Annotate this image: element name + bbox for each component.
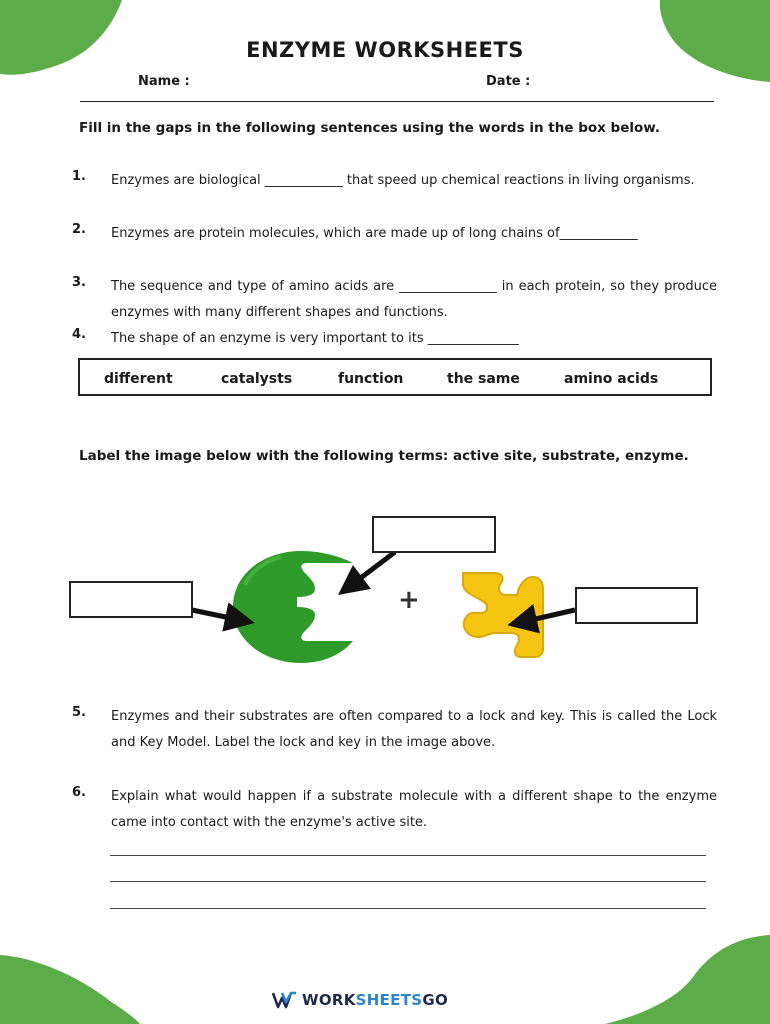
word-bank-item: catalysts <box>221 371 293 387</box>
question-text: The shape of an enzyme is very important to its ______________ <box>111 331 519 346</box>
question-text: Enzymes are protein molecules, which are made up of long chains of____________ <box>111 226 638 241</box>
fill-gaps-instruction: Fill in the gaps in the following sentences using the words in the box below. <box>79 120 660 136</box>
word-bank-item: the same <box>447 371 520 387</box>
question-6 <box>72 784 717 836</box>
question-number: 3. <box>72 275 86 290</box>
label-image-instruction: Label the image below with the following terms: active site, substrate, enzyme. <box>79 448 689 464</box>
question-text: Enzymes and their substrates are often compared to a lock and key. This is called the Lock and Key Model. Label the lock and key in the image above. <box>111 709 717 750</box>
word-bank-item: function <box>338 371 404 387</box>
question-number: 5. <box>72 705 86 720</box>
label-box-enzyme[interactable] <box>69 581 193 618</box>
corner-blob-bottom-right <box>595 935 770 1024</box>
question-3 <box>72 274 717 326</box>
arrow-active-site <box>350 552 395 586</box>
question-number: 2. <box>72 222 86 237</box>
question-2 <box>72 221 717 247</box>
question-1 <box>72 168 717 194</box>
word-bank-item: amino acids <box>564 371 659 387</box>
answer-line[interactable] <box>110 855 706 856</box>
question-text: Enzymes are biological ____________ that speed up chemical reactions in living organisms. <box>111 173 695 188</box>
label-box-active-site[interactable] <box>372 516 496 553</box>
question-number: 4. <box>72 327 86 342</box>
word-bank-item: different <box>104 371 173 387</box>
date-label: Date : <box>486 74 531 89</box>
question-number: 1. <box>72 169 86 184</box>
logo-text: WORKSHEETSGO <box>302 991 449 1009</box>
logo-w-icon <box>272 991 298 1009</box>
question-text: The sequence and type of amino acids are _______________ in each protein, so they produce enzymes with many different shapes and functions. <box>111 279 717 320</box>
plus-sign: + <box>398 585 420 615</box>
label-box-substrate[interactable] <box>575 587 698 624</box>
question-text: Explain what would happen if a substrate molecule with a different shape to the enzyme came into contact with the enzyme's active site. <box>111 789 717 830</box>
name-label: Name : <box>138 74 190 89</box>
question-4 <box>72 326 717 352</box>
worksheetsgo-logo <box>272 990 448 1010</box>
arrow-enzyme <box>192 610 240 620</box>
header-divider <box>80 101 714 102</box>
page-title: ENZYME WORKSHEETS <box>246 38 524 62</box>
answer-line[interactable] <box>110 881 706 882</box>
word-bank-box <box>78 358 712 396</box>
question-5 <box>72 704 717 756</box>
corner-blob-bottom-left <box>0 955 145 1024</box>
arrow-substrate <box>522 610 575 622</box>
question-number: 6. <box>72 785 86 800</box>
answer-line[interactable] <box>110 908 706 909</box>
